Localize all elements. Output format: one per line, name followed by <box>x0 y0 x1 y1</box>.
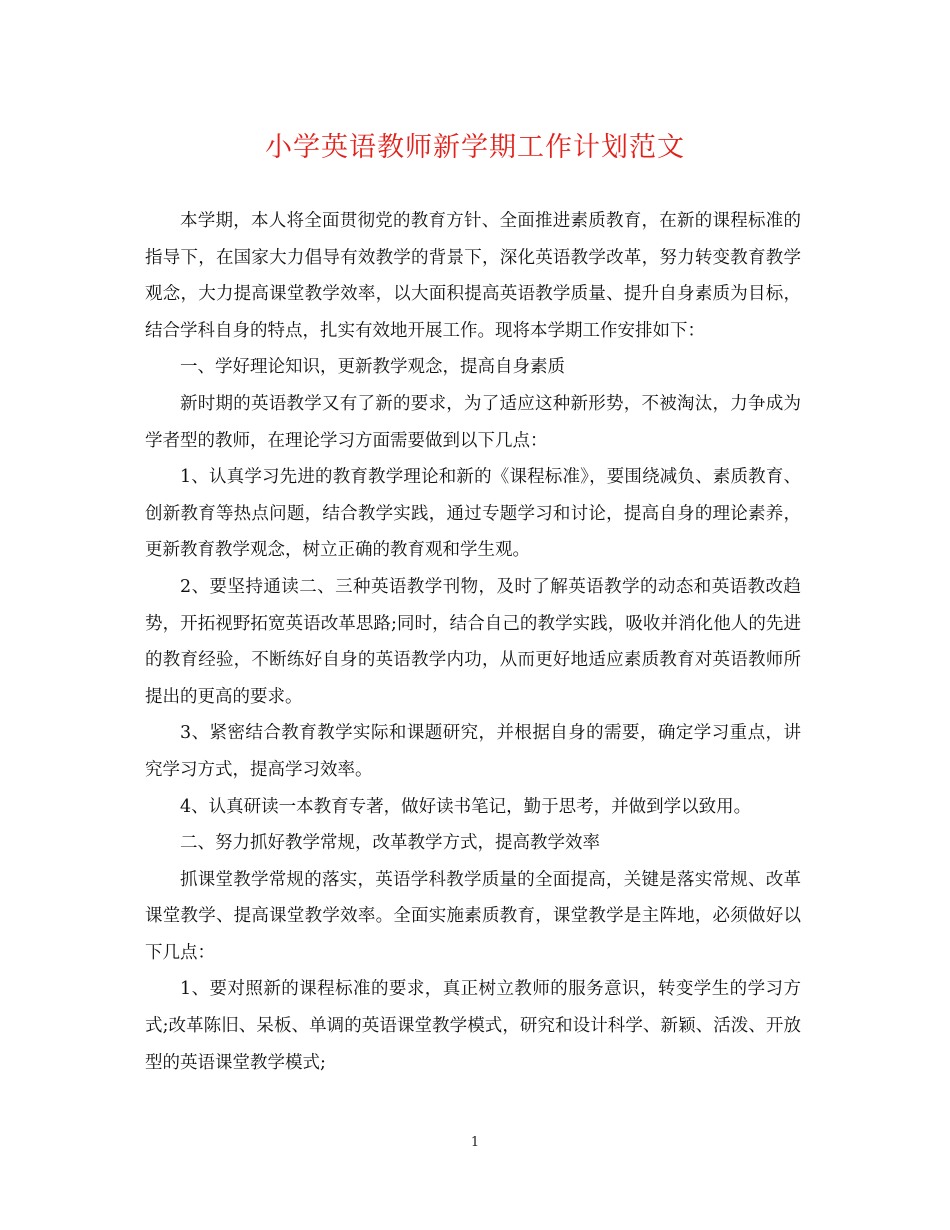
list-item-1-3: 3、紧密结合教育教学实际和课题研究，并根据自身的需要，确定学习重点，讲究学习方式，提高学习效率。 <box>145 723 801 780</box>
list-item-1-2: 2、要坚持通读二、三种英语教学刊物，及时了解英语教学的动态和英语教改趋势，开拓视野拓宽英语改革思路;同时，结合自己的教学实践，吸收并消化他人的先进的教育经验，不断练好自身的英语教学内功，从而更好地适应素质教育对英语教师所提出的更高的要求。 <box>145 576 801 707</box>
paragraph-section-2-intro: 抓课堂教学常规的落实，英语学科教学质量的全面提高，关键是落实常规、改革课堂教学、提高课堂教学效率。全面实施素质教育，课堂教学是主阵地，必须做好以下几点： <box>145 869 801 963</box>
list-item-1-1: 1、认真学习先进的教育教学理论和新的《课程标准》，要围绕减负、素质教育、创新教育等热点问题，结合教学实践，通过专题学习和讨论，提高自身的理论素养，更新教育教学观念，树立正确的教育观和学生观。 <box>145 467 801 561</box>
document-title: 小学英语教师新学期工作计划范文 <box>265 132 685 163</box>
list-item-2-1: 1、要对照新的课程标准的要求，真正树立教师的服务意识，转变学生的学习方式;改革陈旧、呆板、单调的英语课堂教学模式，研究和设计科学、新颖、活泼、开放型的英语课堂教学模式; <box>145 979 801 1073</box>
section-heading-2: 二、努力抓好教学常规，改革教学方式，提高教学效率 <box>180 833 600 854</box>
document-body <box>145 203 801 1081</box>
list-item-1-4: 4、认真研读一本教育专著，做好读书笔记，勤于思考，并做到学以致用。 <box>180 796 752 817</box>
section-heading-1: 一、学好理论知识，更新教学观念，提高自身素质 <box>180 357 565 378</box>
paragraph-section-1-intro: 新时期的英语教学又有了新的要求，为了适应这种新形势，不被淘汰，力争成为学者型的教师，在理论学习方面需要做到以下几点： <box>145 393 801 451</box>
page-number: 1 <box>470 1135 480 1150</box>
paragraph-intro: 本学期，本人将全面贯彻党的教育方针、全面推进素质教育，在新的课程标准的指导下，在国家大力倡导有效教学的背景下，深化英语教学改革，努力转变教育教学观念，大力提高课堂教学效率，以大面积提高英语教学质量、提升自身素质为目标，结合学科自身的特点，扎实有效地开展工作。现将本学期工作安排如下： <box>145 211 801 341</box>
